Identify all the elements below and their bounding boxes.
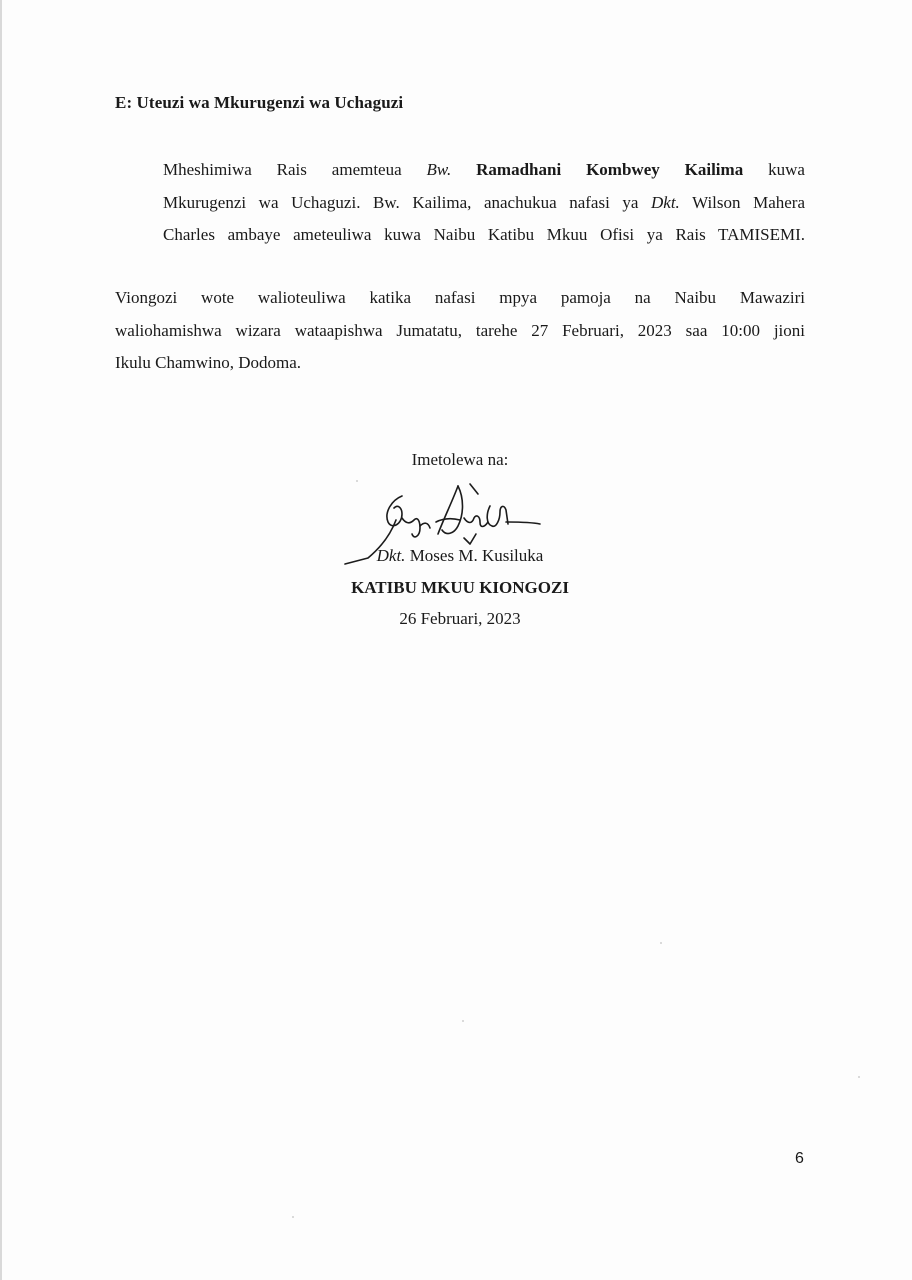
page-edge xyxy=(0,0,2,1280)
page-number: 6 xyxy=(795,1150,804,1167)
section-heading: E: Uteuzi wa Mkurugenzi wa Uchaguzi xyxy=(115,93,404,112)
text-word: kuwa xyxy=(768,160,805,179)
paragraph-line: Ikulu Chamwino, Dodoma. xyxy=(115,353,302,372)
paragraph-line: Viongozi wote walioteuliwa katika nafasi mpya pamoja na Naibu Mawaziri xyxy=(115,288,805,307)
paragraph-line: Charles ambaye ameteuliwa kuwa Naibu Katibu Mkuu Ofisi ya Rais TAMISEMI. xyxy=(163,225,805,244)
title-abbreviation: Bw. xyxy=(426,160,452,179)
appointee-name-part: Kailima xyxy=(684,160,744,179)
appointment-paragraph xyxy=(163,154,805,252)
signer-name xyxy=(260,546,660,566)
paragraph-line: waliohamishwa wizara wataapishwa Jumatatu, tarehe 27 Februari, 2023 saa 10:00 jioni xyxy=(115,320,805,340)
appointee-name-part: Ramadhani xyxy=(476,160,562,179)
paragraph-line xyxy=(163,154,805,187)
scan-speck xyxy=(858,1076,860,1078)
text-word: Rais xyxy=(276,160,307,179)
scan-speck xyxy=(462,1020,464,1022)
text-word: amemteua xyxy=(331,160,402,179)
issue-date: 26 Februari, 2023 xyxy=(399,609,521,628)
signer-title-abbreviation: Dkt. xyxy=(376,546,406,565)
appointee-name-part: Kombwey xyxy=(586,160,660,179)
paragraph-line xyxy=(163,187,805,220)
issued-by-label: Imetolewa na: xyxy=(411,450,509,469)
scan-speck xyxy=(356,480,358,482)
scan-speck xyxy=(660,942,662,944)
text-run: Wilson Mahera xyxy=(679,192,805,212)
signer-name-text: Moses M. Kusiluka xyxy=(405,546,544,565)
signer-position: KATIBU MKUU KIONGOZI xyxy=(351,578,569,597)
swearing-in-paragraph xyxy=(115,282,805,380)
scan-speck xyxy=(292,1216,294,1218)
text-word: Mheshimiwa xyxy=(163,160,252,179)
text-run: Mkurugenzi wa Uchaguzi. Bw. Kailima, anachukua nafasi ya xyxy=(163,192,652,212)
title-abbreviation: Dkt. xyxy=(651,192,680,212)
